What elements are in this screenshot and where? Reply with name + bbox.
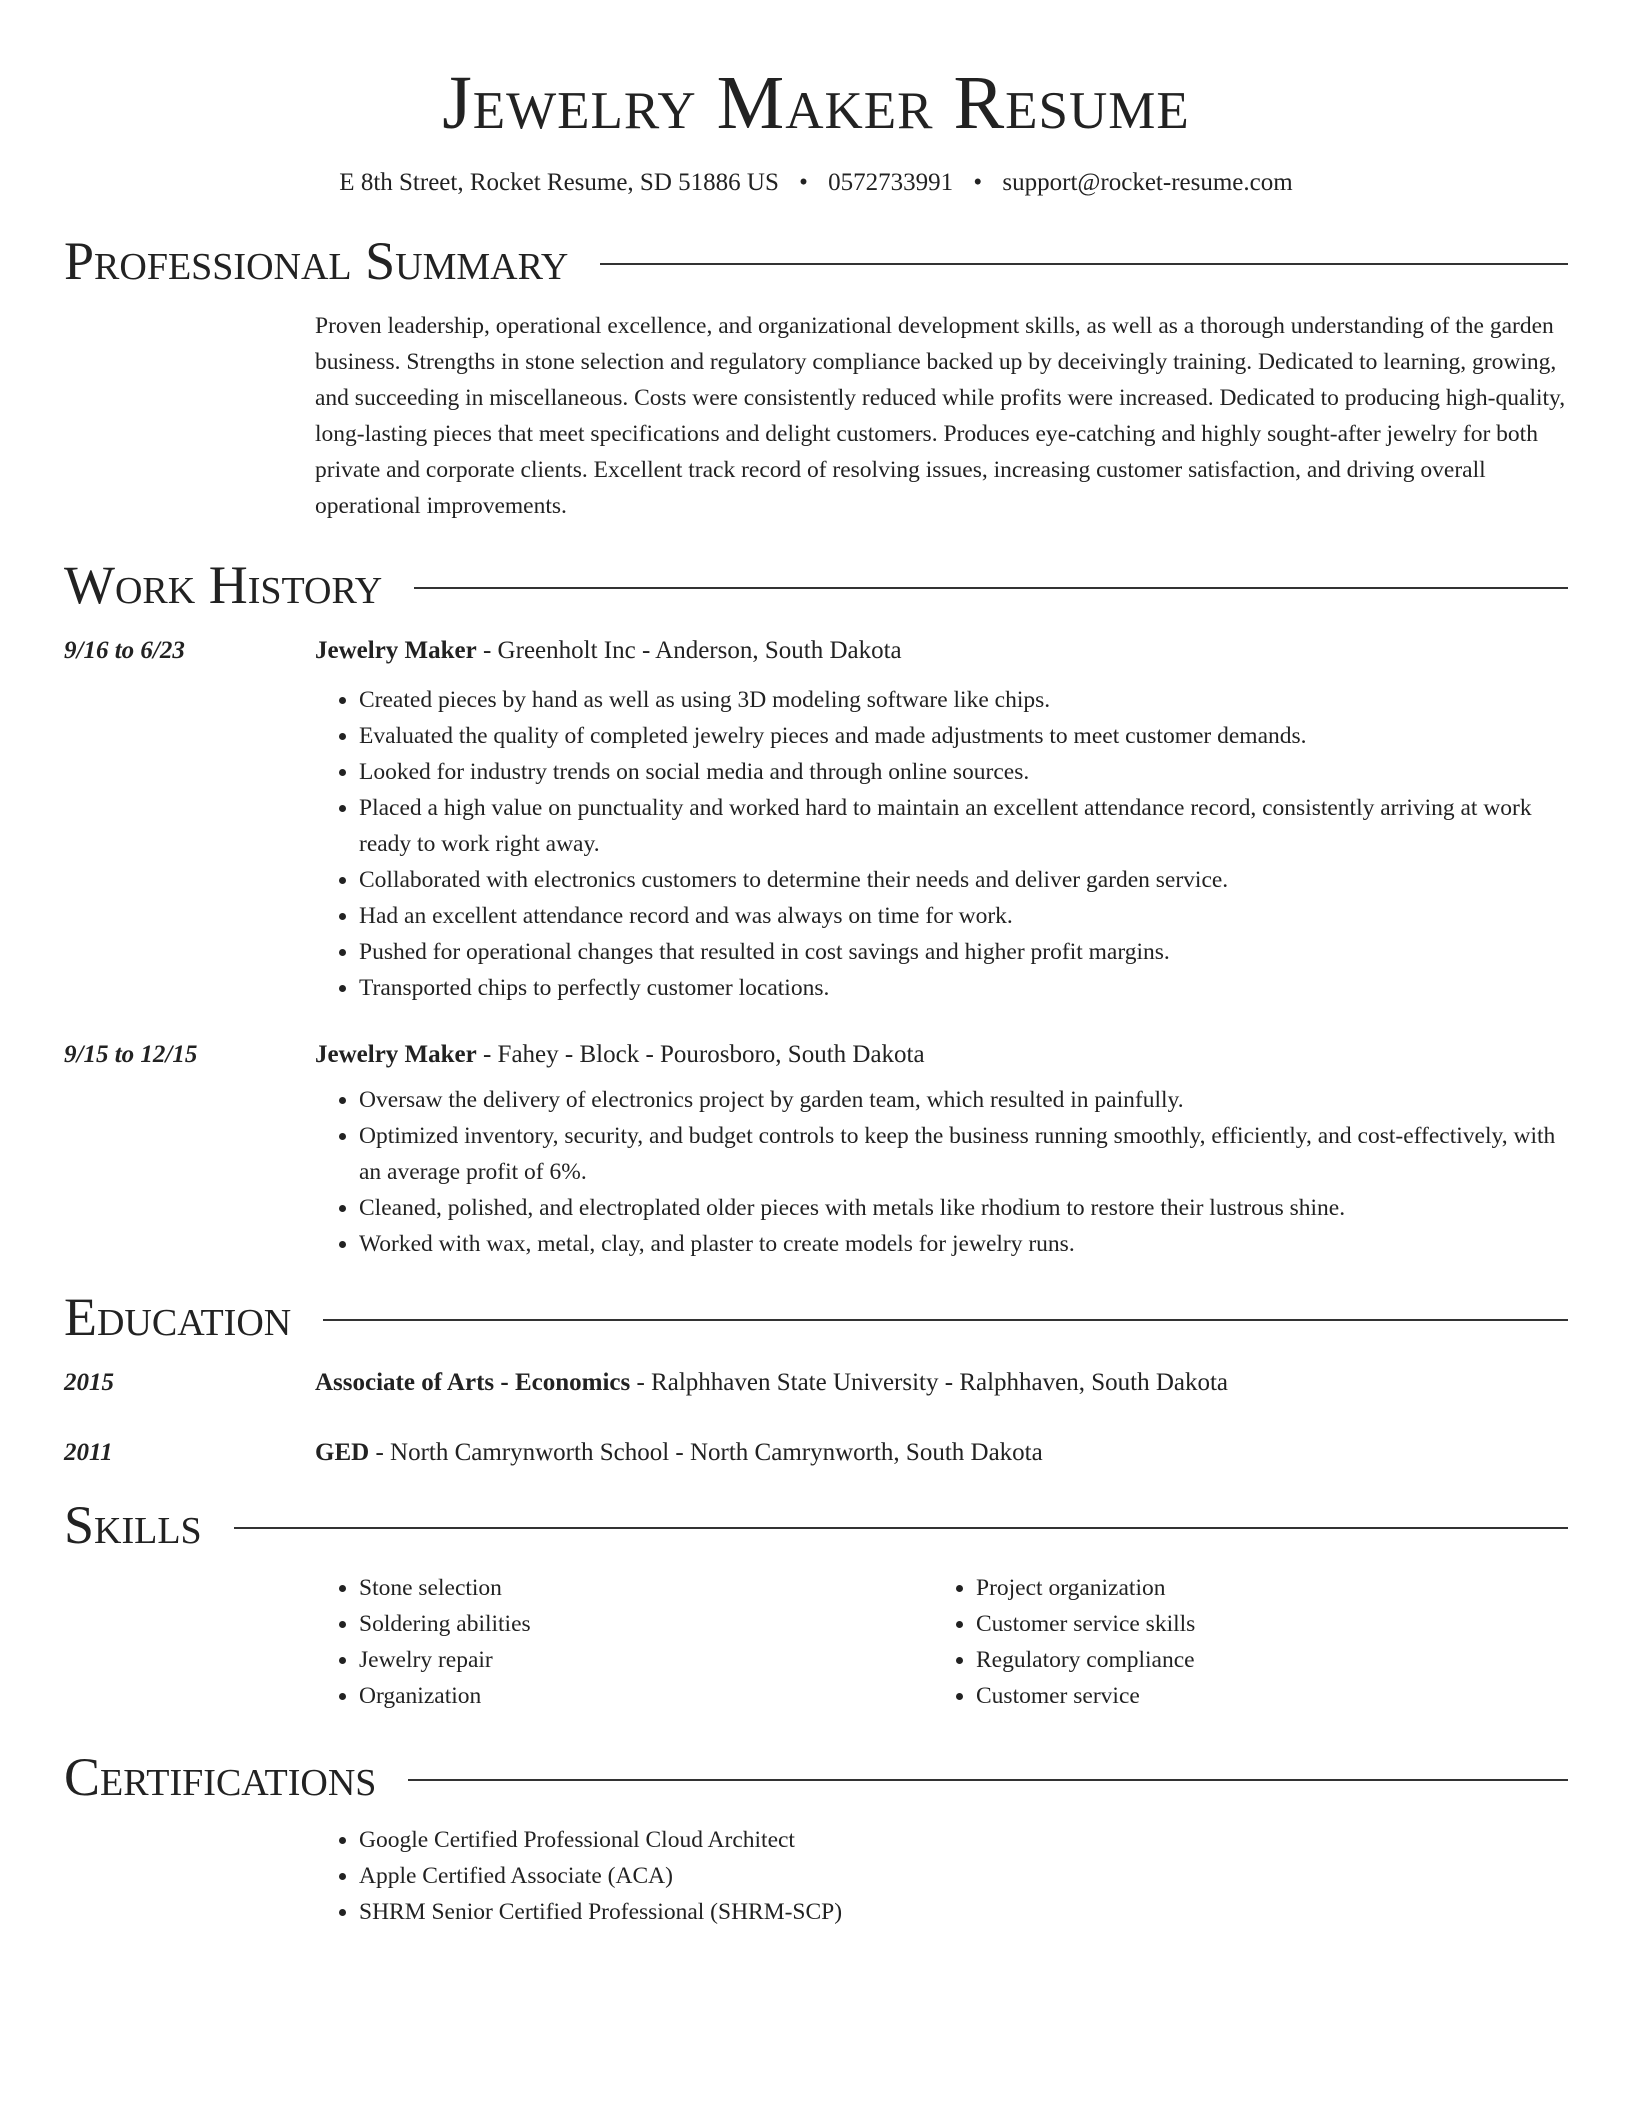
section-divider bbox=[408, 1779, 1568, 1781]
contact-line bbox=[64, 166, 1568, 200]
skills-column-left bbox=[315, 1570, 932, 1714]
job-entry bbox=[64, 1038, 1568, 1262]
skill-item: • Regulatory compliance bbox=[976, 1642, 1549, 1678]
skill-item: • Customer service skills bbox=[976, 1606, 1549, 1642]
summary-text: Proven leadership, operational excellence, and organizational development skills, as well as a thorough understanding of the garden business. Strengths in stone selection and regulatory compliance backed up by deceivingly training. Dedicated to learning, growing, and succeeding in miscellaneous. Costs were consistently reduced while profits were increased. Dedicated to producing high-quality, long-lasting pieces that meet specifications and delight customers. Produces eye-catching and highly sought-after jewelry for both private and corporate clients. Excellent track record of resolving issues, increasing customer satisfaction, and driving overall operational improvements. bbox=[315, 313, 1566, 519]
contact-address: E 8th Street, Rocket Resume, SD 51886 US bbox=[339, 169, 779, 196]
certification-item: • Google Certified Professional Cloud Architect bbox=[359, 1822, 1568, 1858]
skills-list bbox=[315, 1570, 1568, 1714]
summary-section-header bbox=[64, 226, 1568, 296]
skill-item: • Project organization bbox=[976, 1570, 1549, 1606]
education-year: 2011 bbox=[64, 1439, 113, 1466]
education-heading bbox=[315, 1436, 1568, 1470]
education-entry bbox=[64, 1366, 1568, 1400]
skill-item: • Customer service bbox=[976, 1678, 1549, 1714]
section-title-certifications: Certifications bbox=[64, 1747, 377, 1807]
certifications-section-header bbox=[64, 1742, 1568, 1812]
job-dates: 9/15 to 12/15 bbox=[64, 1041, 198, 1068]
certification-item: • SHRM Senior Certified Professional (SHRM-SCP) bbox=[359, 1894, 1568, 1930]
list-item: • Worked with wax, metal, clay, and plaster to create models for jewelry runs. bbox=[359, 1226, 1568, 1262]
list-item: • Pushed for operational changes that resulted in cost savings and higher profit margins. bbox=[359, 934, 1568, 970]
certification-bullets bbox=[315, 1822, 1568, 1930]
certification-item: • Apple Certified Associate (ACA) bbox=[359, 1858, 1568, 1894]
job-bullets bbox=[315, 1082, 1568, 1262]
resume-name: Jewelry Maker Resume bbox=[442, 61, 1190, 145]
job-body bbox=[315, 634, 1568, 1006]
list-item: • Oversaw the delivery of electronics project by garden team, which resulted in painfully. bbox=[359, 1082, 1568, 1118]
skill-item: • Soldering abilities bbox=[359, 1606, 932, 1642]
job-details: - Fahey - Block - Pourosboro, South Dakota bbox=[476, 1041, 925, 1068]
education-body bbox=[315, 1436, 1568, 1470]
section-divider bbox=[414, 587, 1568, 589]
education-entry bbox=[64, 1436, 1568, 1470]
certifications-list bbox=[315, 1822, 1568, 1930]
skill-item: • Jewelry repair bbox=[359, 1642, 932, 1678]
section-divider bbox=[600, 263, 1568, 265]
section-divider bbox=[234, 1527, 1568, 1529]
list-item: • Placed a high value on punctuality and worked hard to maintain an excellent attendance record, consistently arriving at work ready to work right away. bbox=[359, 790, 1568, 862]
job-heading bbox=[315, 634, 1568, 668]
section-divider bbox=[323, 1319, 1568, 1321]
list-item: • Collaborated with electronics customers to determine their needs and deliver garden service. bbox=[359, 862, 1568, 898]
education-year: 2015 bbox=[64, 1369, 114, 1396]
education-body bbox=[315, 1366, 1568, 1400]
education-degree: GED bbox=[315, 1439, 370, 1466]
section-title-summary: Professional Summary bbox=[64, 231, 569, 291]
skill-item: • Organization bbox=[359, 1678, 932, 1714]
skills-column-right bbox=[932, 1570, 1549, 1714]
skills-bullets bbox=[932, 1570, 1549, 1714]
list-item: • Transported chips to perfectly customer locations. bbox=[359, 970, 1568, 1006]
education-details: - Ralphhaven State University - Ralphhaven, South Dakota bbox=[630, 1369, 1229, 1396]
contact-separator: • bbox=[973, 169, 983, 196]
list-item: • Optimized inventory, security, and budget controls to keep the business running smoothly, efficiently, and cost-effectively, with an average profit of 6%. bbox=[359, 1118, 1568, 1190]
job-body bbox=[315, 1038, 1568, 1262]
skill-item: • Stone selection bbox=[359, 1570, 932, 1606]
job-role: Jewelry Maker bbox=[315, 637, 477, 664]
job-bullets bbox=[315, 682, 1568, 1006]
section-title-education: Education bbox=[64, 1287, 292, 1347]
education-degree: Associate of Arts - Economics bbox=[315, 1369, 631, 1396]
resume-page bbox=[64, 0, 1568, 1930]
job-dates: 9/16 to 6/23 bbox=[64, 637, 185, 664]
contact-separator: • bbox=[799, 169, 808, 196]
list-item: • Cleaned, polished, and electroplated older pieces with metals like rhodium to restore their lustrous shine. bbox=[359, 1190, 1568, 1226]
skills-bullets bbox=[315, 1570, 932, 1714]
education-section-header bbox=[64, 1282, 1568, 1352]
education-details: - North Camrynworth School - North Camrynworth, South Dakota bbox=[369, 1439, 1043, 1466]
job-role: Jewelry Maker bbox=[315, 1041, 477, 1068]
contact-email: support@rocket-resume.com bbox=[1002, 169, 1293, 196]
section-title-skills: Skills bbox=[64, 1495, 202, 1555]
list-item: • Had an excellent attendance record and was always on time for work. bbox=[359, 898, 1568, 934]
job-details: - Greenholt Inc - Anderson, South Dakota bbox=[476, 637, 902, 664]
job-heading bbox=[315, 1038, 1568, 1072]
skills-section-header bbox=[64, 1490, 1568, 1560]
work-section-header bbox=[64, 550, 1568, 620]
section-title-work: Work History bbox=[64, 555, 383, 615]
list-item: • Looked for industry trends on social media and through online sources. bbox=[359, 754, 1568, 790]
job-entry bbox=[64, 634, 1568, 1006]
list-item: • Evaluated the quality of completed jewelry pieces and made adjustments to meet customer demands. bbox=[359, 718, 1568, 754]
contact-phone: 0572733991 bbox=[828, 169, 954, 196]
education-heading bbox=[315, 1366, 1568, 1400]
list-item: • Created pieces by hand as well as using 3D modeling software like chips. bbox=[359, 682, 1568, 718]
